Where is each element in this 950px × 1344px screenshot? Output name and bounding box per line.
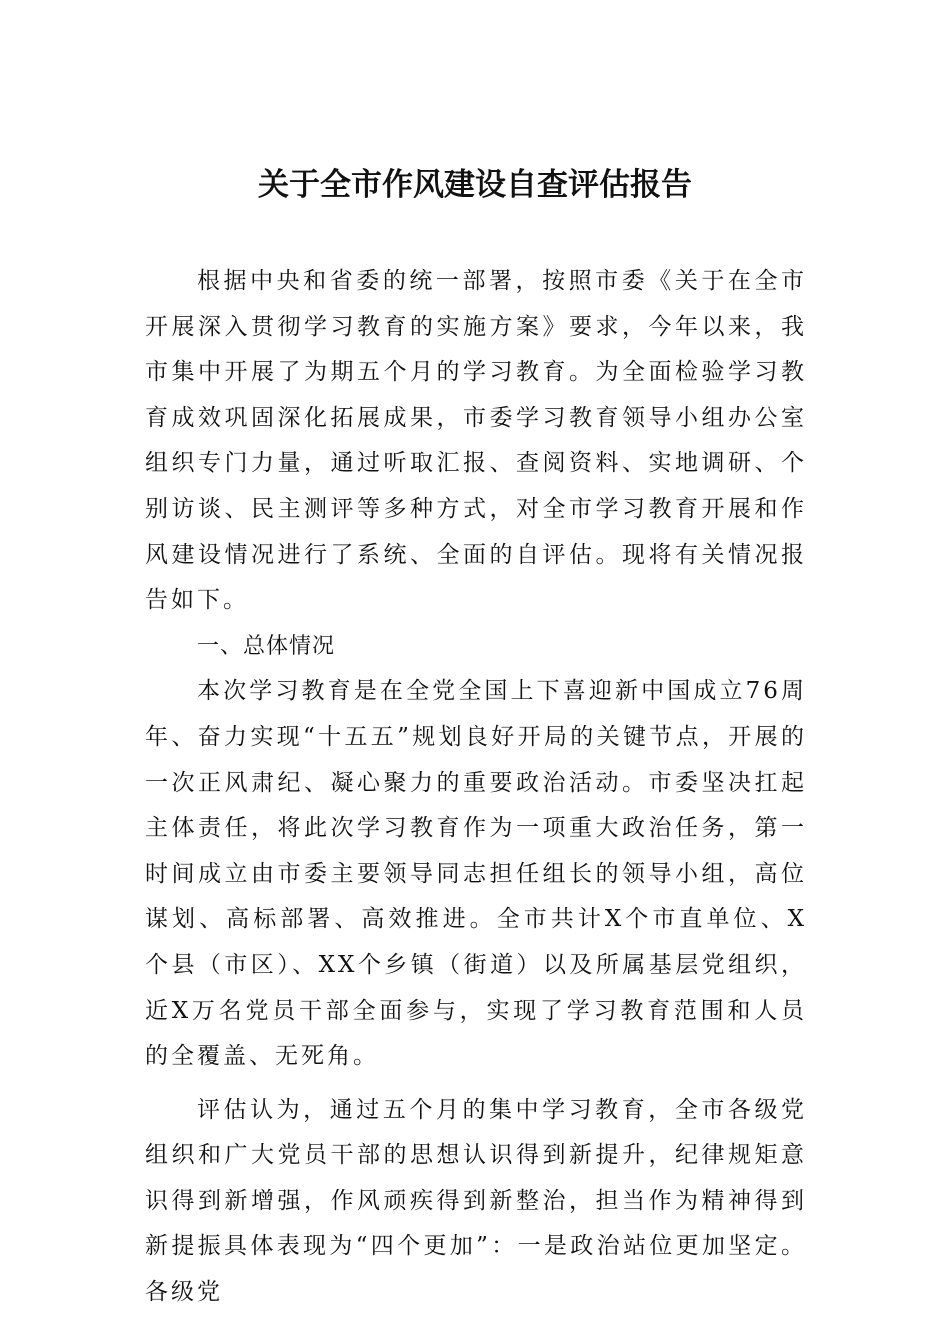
document-title: 关于全市作风建设自查评估报告 [258,167,692,203]
intro-paragraph: 根据中央和省委的统一部署，按照市委《关于在全市开展深入贯彻学习教育的实施方案》要求，今年以来，我市集中开展了为期五个月的学习教育。为全面检验学习教育成效巩固深化拓展成果，市委学习教育领导小组办公室组织专门力量，通过听取汇报、查阅资料、实地调研、个别访谈、民主测评等多种方式，对全市学习教育开展和作风建设情况进行了系统、全面的自评估。现将有关情况报告如下。 [145,268,807,614]
assessment-paragraph: 评估认为，通过五个月的集中学习教育，全市各级党组织和广大党员干部的思想认识得到新提升，纪律规矩意识得到新增强，作风顽疾得到新整治，担当作为精神得到新提振具体表现为“四个更加”：一是政治站位更加坚定。各级党 [145,1096,807,1306]
paragraph-gap [145,1080,807,1088]
overview-paragraph: 本次学习教育是在全党全国上下喜迎新中国成立76周年、奋力实现“十五五”规划良好开局的关键节点，开展的一次正风肃纪、凝心聚力的重要政治活动。市委坚决扛起主体责任，将此次学习教育作为一项重大政治任务，第一时间成立由市委主要领导同志担任组长的领导小组，高位谋划、高标部署、高效推进。全市共计X个市直单位、X个县（市区）、XX个乡镇（街道）以及所属基层党组织，近X万名党员干部全面参与，实现了学习教育范围和人员的全覆盖、无死角。 [145,678,807,1070]
document-body [145,259,807,1316]
section-heading: 一、总体情况 [197,633,336,659]
